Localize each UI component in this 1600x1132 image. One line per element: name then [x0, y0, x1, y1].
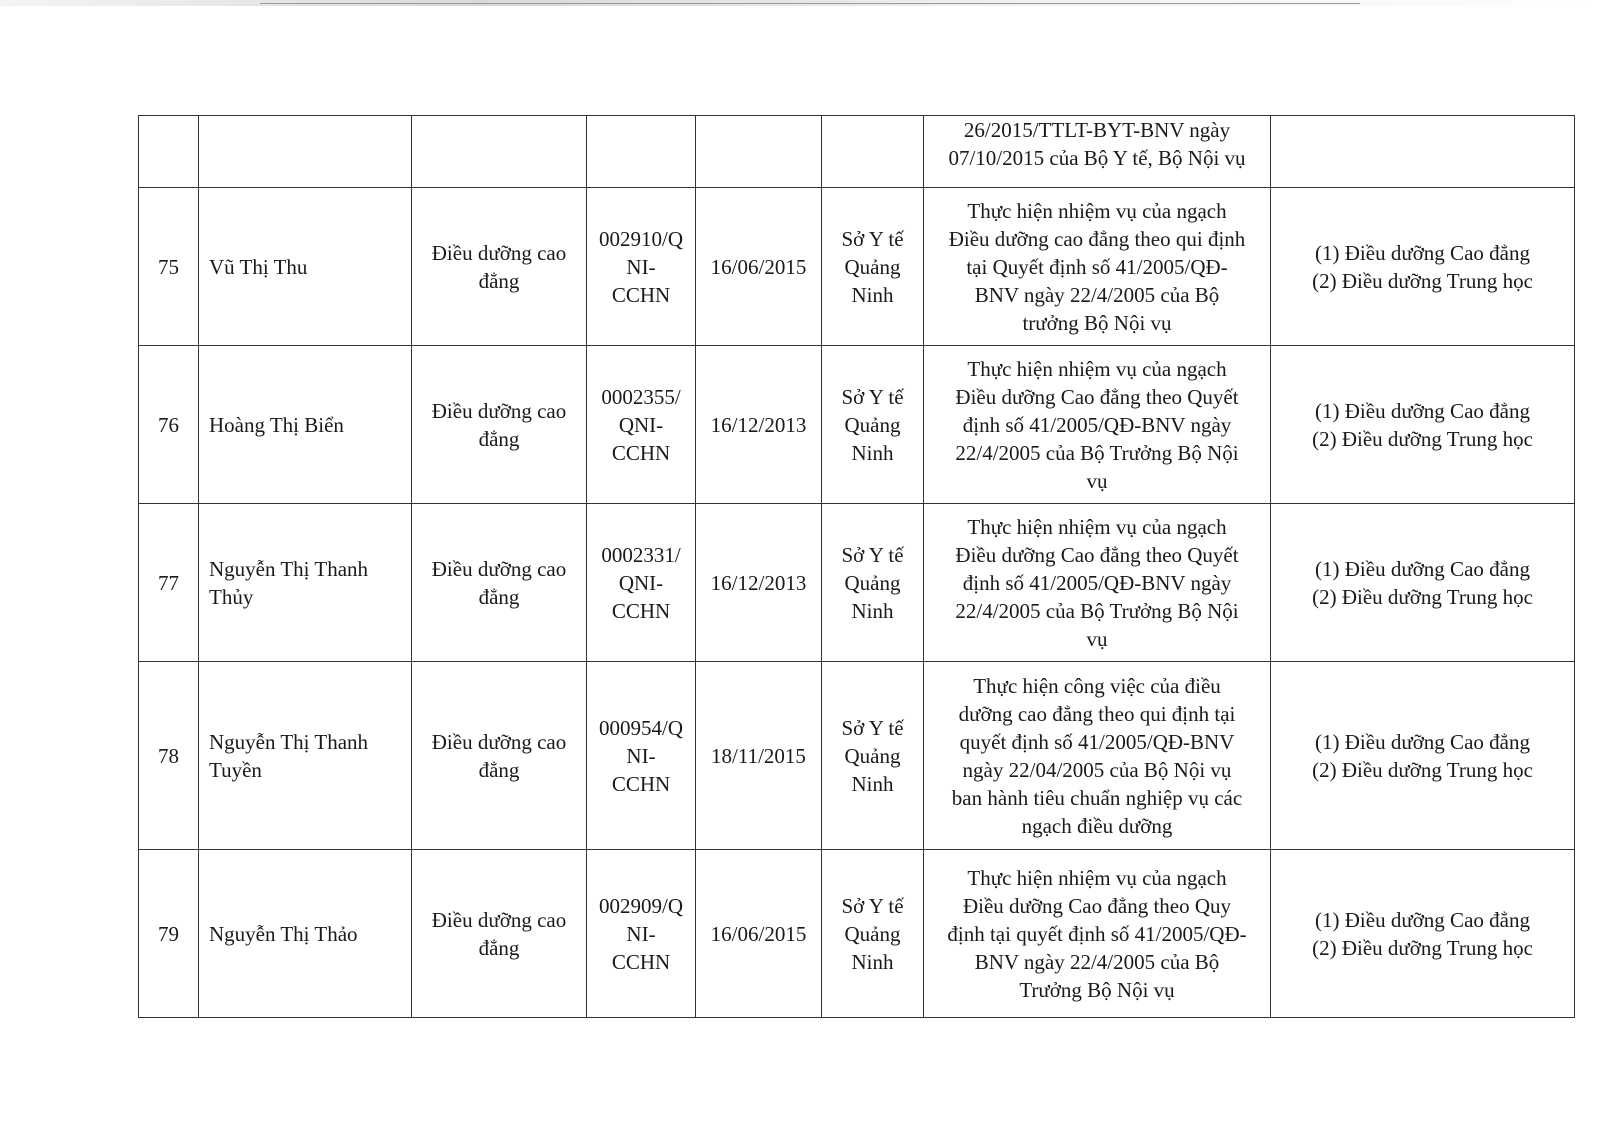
cell-name: Nguyễn Thị Thảo — [199, 850, 412, 1018]
cell-issuer: Sở Y tế Quảng Ninh — [822, 662, 924, 850]
cell-title: Điều dưỡng cao đẳng — [412, 188, 587, 346]
cell-issuer: Sở Y tế Quảng Ninh — [822, 188, 924, 346]
cell-stt: 77 — [139, 504, 199, 662]
cell-scope: (1) Điều dưỡng Cao đẳng (2) Điều dưỡng Trung học — [1271, 346, 1575, 504]
cell-scope: (1) Điều dưỡng Cao đẳng (2) Điều dưỡng Trung học — [1271, 504, 1575, 662]
cell-scope: (1) Điều dưỡng Cao đẳng (2) Điều dưỡng Trung học — [1271, 662, 1575, 850]
cell-cert-no: 002909/Q NI- CCHN — [587, 850, 696, 1018]
cell-title: Điều dưỡng cao đẳng — [412, 662, 587, 850]
table-row — [139, 504, 1575, 662]
cell-name: Vũ Thị Thu — [199, 188, 412, 346]
cell-basis: Thực hiện nhiệm vụ của ngạch Điều dưỡng cao đẳng theo qui định tại Quyết định số 41/2005/QĐ- BNV ngày 22/4/2005 của Bộ trưởng Bộ Nội vụ — [924, 188, 1271, 346]
cell-basis: Thực hiện công việc của điều dưỡng cao đẳng theo qui định tại quyết định số 41/2005/QĐ-BNV ngày 22/04/2005 của Bộ Nội vụ ban hành tiêu chuẩn nghiệp vụ các ngạch điều dưỡng — [924, 662, 1271, 850]
cell-basis: Thực hiện nhiệm vụ của ngạch Điều dưỡng Cao đẳng theo Quy định tại quyết định số 41/2005/QĐ- BNV ngày 22/4/2005 của Bộ Trưởng Bộ Nội vụ — [924, 850, 1271, 1018]
cell-cert-no: 002910/Q NI- CCHN — [587, 188, 696, 346]
cell-date: 16/06/2015 — [696, 188, 822, 346]
table-row-continuation — [139, 116, 1575, 188]
scan-artifact-line — [260, 3, 1360, 4]
cell-stt: 75 — [139, 188, 199, 346]
cell-stt: 76 — [139, 346, 199, 504]
cell-cert-no: 0002331/ QNI- CCHN — [587, 504, 696, 662]
cell-date: 16/06/2015 — [696, 850, 822, 1018]
cell-cert-no: 000954/Q NI- CCHN — [587, 662, 696, 850]
table-row — [139, 662, 1575, 850]
table-row — [139, 188, 1575, 346]
cell-cert-no — [587, 116, 696, 188]
cell-name: Nguyễn Thị Thanh Thủy — [199, 504, 412, 662]
cell-scope: (1) Điều dưỡng Cao đẳng (2) Điều dưỡng Trung học — [1271, 850, 1575, 1018]
cell-issuer — [822, 116, 924, 188]
cell-name: Hoàng Thị Biển — [199, 346, 412, 504]
cell-stt — [139, 116, 199, 188]
cell-stt: 78 — [139, 662, 199, 850]
cell-date: 16/12/2013 — [696, 346, 822, 504]
cell-name: Nguyễn Thị Thanh Tuyền — [199, 662, 412, 850]
table-row — [139, 850, 1575, 1018]
cell-scope: (1) Điều dưỡng Cao đẳng (2) Điều dưỡng Trung học — [1271, 188, 1575, 346]
cell-title — [412, 116, 587, 188]
cell-issuer: Sở Y tế Quảng Ninh — [822, 346, 924, 504]
table-row — [139, 346, 1575, 504]
cell-stt: 79 — [139, 850, 199, 1018]
cell-date: 16/12/2013 — [696, 504, 822, 662]
cell-title: Điều dưỡng cao đẳng — [412, 504, 587, 662]
cell-basis: 26/2015/TTLT-BYT-BNV ngày 07/10/2015 của Bộ Y tế, Bộ Nội vụ — [924, 116, 1271, 188]
cell-issuer: Sở Y tế Quảng Ninh — [822, 850, 924, 1018]
cell-scope — [1271, 116, 1575, 188]
practitioner-table — [138, 115, 1575, 1018]
cell-basis: Thực hiện nhiệm vụ của ngạch Điều dưỡng Cao đẳng theo Quyết định số 41/2005/QĐ-BNV ngày 22/4/2005 của Bộ Trưởng Bộ Nội vụ — [924, 504, 1271, 662]
cell-title: Điều dưỡng cao đẳng — [412, 850, 587, 1018]
cell-cert-no: 0002355/ QNI- CCHN — [587, 346, 696, 504]
cell-name — [199, 116, 412, 188]
cell-date — [696, 116, 822, 188]
cell-title: Điều dưỡng cao đẳng — [412, 346, 587, 504]
cell-basis: Thực hiện nhiệm vụ của ngạch Điều dưỡng Cao đẳng theo Quyết định số 41/2005/QĐ-BNV ngày 22/4/2005 của Bộ Trưởng Bộ Nội vụ — [924, 346, 1271, 504]
cell-issuer: Sở Y tế Quảng Ninh — [822, 504, 924, 662]
cell-date: 18/11/2015 — [696, 662, 822, 850]
